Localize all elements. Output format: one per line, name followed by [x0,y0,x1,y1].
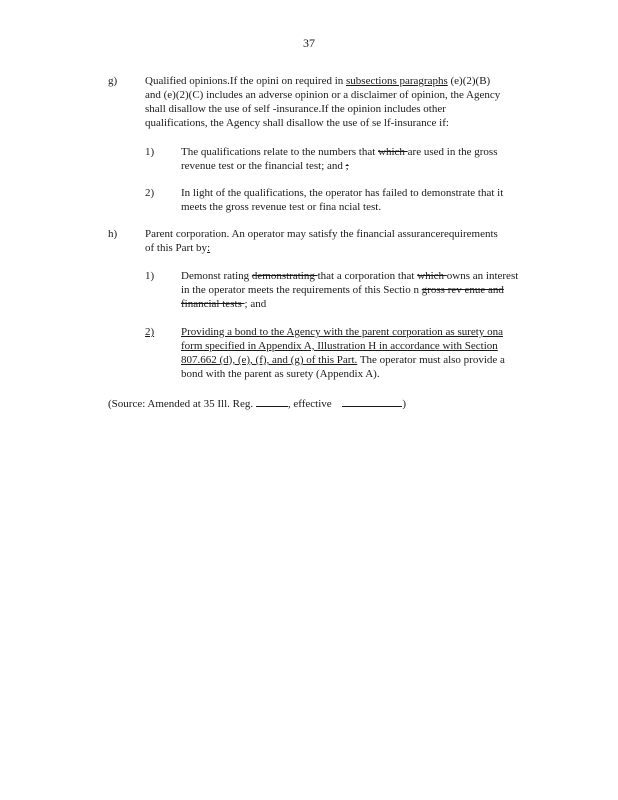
item-h1-line [181,297,526,311]
text-run: The qualifications relate to the numbers that [181,146,379,158]
text-run: of this Part by [145,242,208,254]
page-number: 37 [303,36,315,50]
text-run: revenue test or the financial test; and [181,160,346,172]
item-h1-marker: 1) [145,270,155,282]
text-run: in the operator meets the requirements of this Sectio n [181,284,422,296]
item-g2-marker: 2) [145,187,155,199]
deleted-text: which [417,270,447,282]
deleted-text: demonstrating [251,270,318,282]
item-h2-line: bond with the parent as surety (Appendix A). [181,368,380,380]
section-g-line: and (e)(2)(C) includes an adverse opinion or a disclaimer of opinion, the Agency [145,89,501,101]
blank-line [256,396,288,407]
text-run: are used in the gross [407,146,498,158]
text-run: owns an interest [446,270,519,282]
blank-line [342,396,402,407]
source-text: (Source: Amended at 35 Ill. Reg. [108,398,254,410]
source-text: , effective [287,398,332,410]
deleted-text: ; [345,160,349,172]
source-note [108,396,438,411]
section-g-marker: g) [108,75,118,87]
inserted-text: subsections paragraphs [346,75,448,87]
inserted-text: 807.662 (d), (e), (f), and (g) of this Part. [181,354,358,366]
text-run: Demonst rating [181,270,252,282]
section-h-line [145,241,513,255]
section-g-line: qualifications, the Agency shall disallow the use of se lf-insurance if: [145,117,449,129]
item-g2-line: In light of the qualifications, the operator has failed to demonstrate that it [181,187,504,199]
deleted-text: financial tests [181,298,245,310]
section-g-line: shall disallow the use of self -insurance.If the opinion includes other [145,103,446,115]
text-run: ; and [244,298,267,310]
item-g1-line [181,145,527,159]
inserted-text: : [207,242,211,254]
deleted-text: gross rev enue and [421,284,504,296]
item-g1-marker: 1) [145,146,155,158]
item-h2-line: form specified in Appendix A, Illustration H in accordance with Section [181,340,498,352]
source-text: ) [402,398,407,410]
item-h2-line: Providing a bond to the Agency with the parent corporation as surety ona [181,326,503,338]
section-g-line [145,74,528,88]
item-h2-line [181,353,531,367]
deleted-text: which [378,146,408,158]
text-run: Qualified opinions.If the opini on required in [145,75,347,87]
item-h2-marker: 2) [145,326,155,338]
text-run: The operator must also provide a [357,354,505,366]
text-run: (e)(2)(B) [447,75,491,87]
item-h1-line [181,269,533,283]
item-g2-line: meets the gross revenue test or fina ncial test. [181,201,382,213]
item-g1-line [181,159,527,173]
item-h1-line [181,283,526,297]
section-h-line: Parent corporation. An operator may satisfy the financial assurancerequirements [145,228,498,240]
text-run: that a corporation that [317,270,418,282]
section-h-marker: h) [108,228,118,240]
